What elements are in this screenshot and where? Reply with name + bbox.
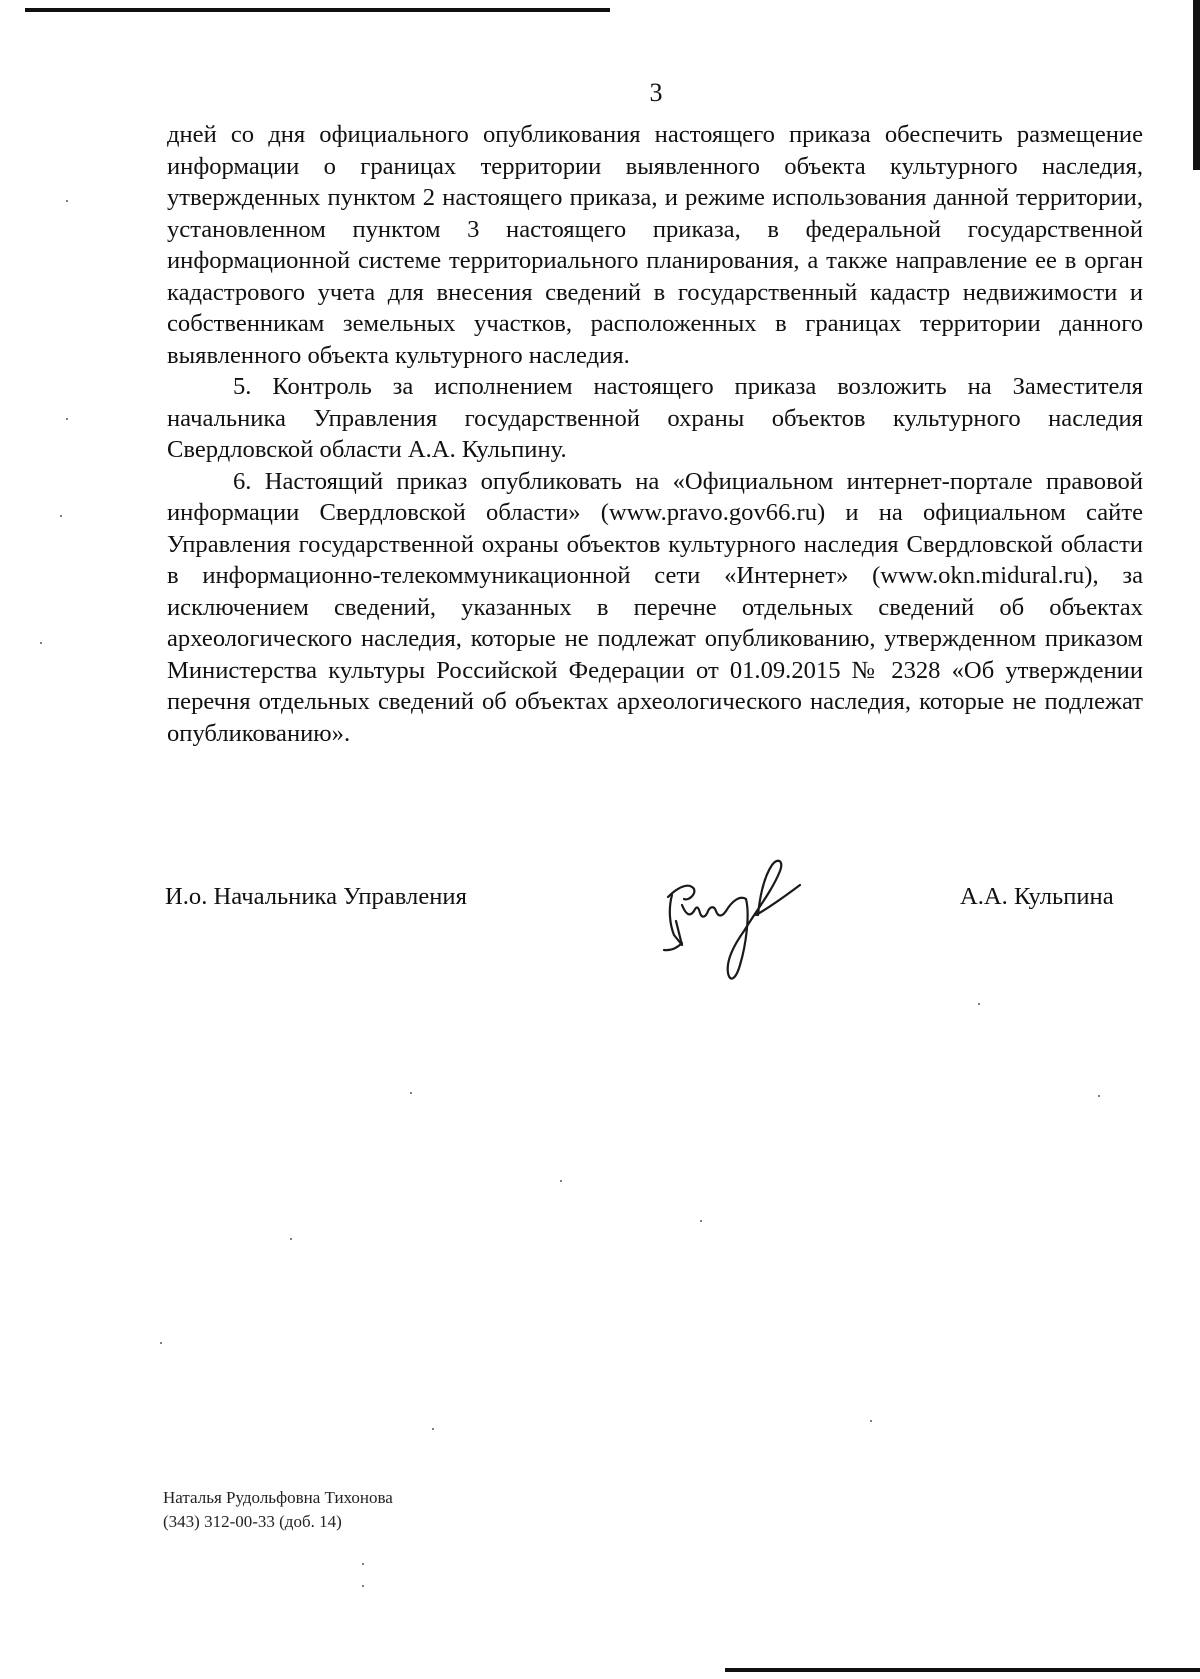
scan-speck bbox=[290, 1238, 292, 1240]
scan-speck bbox=[66, 200, 68, 202]
scan-speck bbox=[40, 642, 42, 644]
scan-edge-bottom bbox=[725, 1668, 1200, 1672]
page-number: 3 bbox=[649, 78, 663, 107]
scan-speck bbox=[560, 1180, 562, 1182]
paragraph-5: 5. Контроль за исполнением настоящего приказа возложить на Заместителя начальника Управления государственной охраны объектов культурного наследия Свердловской области А.А. Кульпину. bbox=[167, 373, 1143, 463]
signatory-position: И.о. Начальника Управления bbox=[165, 883, 467, 910]
scan-speck bbox=[60, 515, 62, 517]
paragraph-6: 6. Настоящий приказ опубликовать на «Официальном интернет-портале правовой информации Свердловской области» (www.pravo.gov66.ru) и на официальном сайте Управления государственной охраны объектов культурного наследия Свердловской области в информационно-телекоммуникационной сети «Интернет» (www.okn.midural.ru), за исключением сведений, указанных в перечне отдельных сведений об объектах археологического наследия, которые не подлежат опубликованию, утвержденном приказом Министерства культуры Российской Федерации от 01.09.2015 № 2328 «Об утверждении перечня отдельных сведений об объектах археологического наследия, которые не подлежат опубликованию». bbox=[167, 467, 1143, 747]
scan-speck bbox=[160, 1342, 162, 1344]
scan-speck bbox=[1098, 1095, 1100, 1097]
document-body bbox=[167, 119, 1143, 749]
scan-speck bbox=[362, 1585, 364, 1587]
scan-speck bbox=[700, 1220, 702, 1222]
handwritten-signature bbox=[660, 855, 820, 990]
scan-speck bbox=[410, 1092, 412, 1094]
scan-edge-top bbox=[25, 8, 610, 12]
contact-info bbox=[163, 1486, 393, 1534]
signatory-name: А.А. Кульпина bbox=[960, 883, 1114, 910]
contact-person: Наталья Рудольфовна Тихонова bbox=[163, 1488, 393, 1507]
scan-speck bbox=[66, 418, 68, 420]
scan-speck bbox=[978, 1003, 980, 1005]
paragraph-continuation: дней со дня официального опубликования настоящего приказа обеспечить размещение информации о границах территории выявленного объекта культурного наследия, утвержденных пунктом 2 настоящего приказа, и режиме использования данной территории, установленном пунктом 3 настоящего приказа, в федеральной государственной информационной системе территориального планирования, а также направление ее в орган кадастрового учета для внесения сведений в государственный кадастр недвижимости и собственникам земельных участков, расположенных в границах территории данного выявленного объекта культурного наследия. bbox=[167, 121, 1143, 369]
scan-speck bbox=[362, 1563, 364, 1565]
scan-speck bbox=[870, 1420, 872, 1422]
scan-speck bbox=[432, 1428, 434, 1430]
contact-phone: (343) 312-00-33 (доб. 14) bbox=[163, 1512, 342, 1531]
